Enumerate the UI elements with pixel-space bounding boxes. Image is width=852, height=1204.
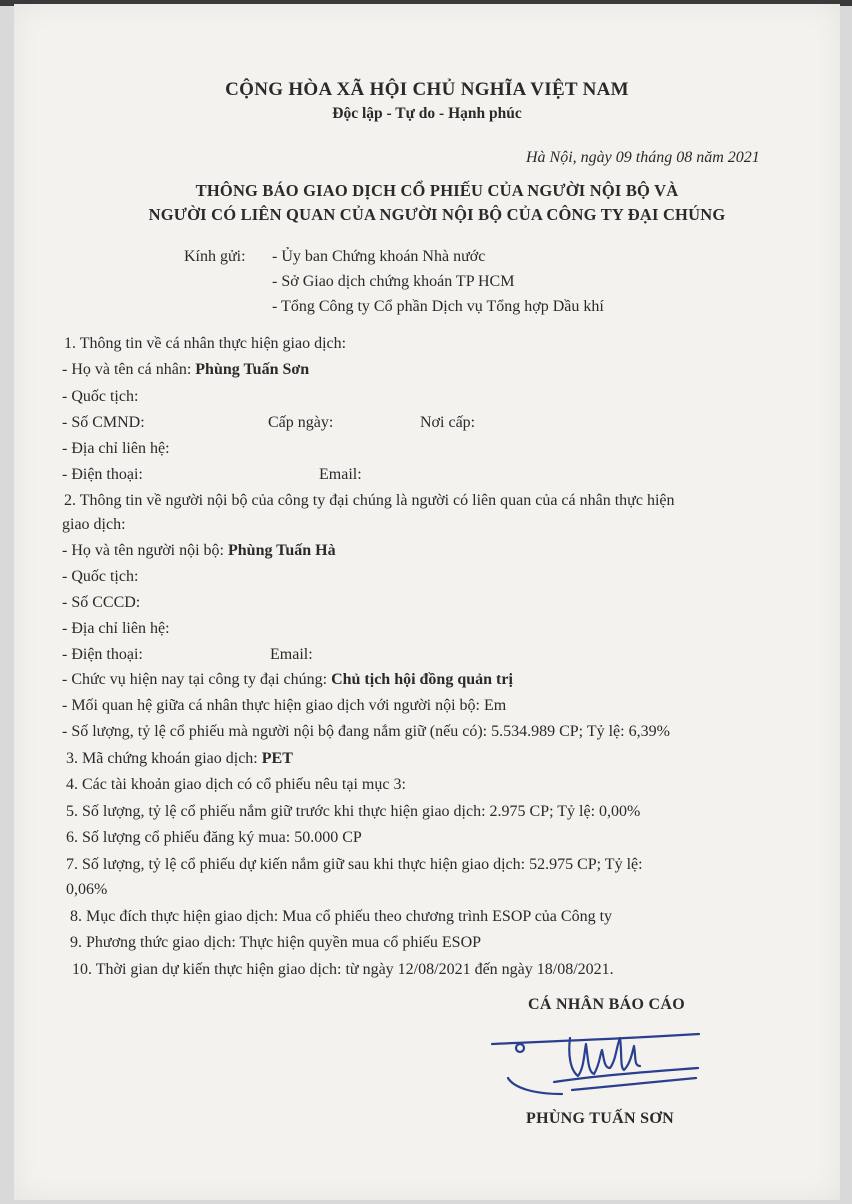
title-line-1: THÔNG BÁO GIAO DỊCH CỔ PHIẾU CỦA NGƯỜI NỘI BỘ VÀ bbox=[195, 181, 679, 200]
section2-name-label: - Họ và tên người nội bộ: bbox=[62, 542, 228, 559]
recipient-2: - Sở Giao dịch chứng khoán TP HCM bbox=[272, 273, 515, 290]
place-date: Hà Nội, ngày 09 tháng 08 năm 2021 bbox=[526, 149, 760, 166]
recipient-1: - Ủy ban Chứng khoán Nhà nước bbox=[272, 248, 486, 265]
section1-name-row bbox=[62, 360, 309, 380]
section1-name-label: - Họ và tên cá nhân: bbox=[62, 361, 196, 378]
section2-position-label: - Chức vụ hiện nay tại công ty đại chúng: bbox=[62, 671, 332, 688]
item-7-line-1: 7. Số lượng, tỷ lệ cổ phiếu dự kiến nắm giữ sau khi thực hiện giao dịch: 52.975 CP; Tỷ lệ: bbox=[66, 856, 643, 873]
handwritten-signature bbox=[474, 1024, 734, 1104]
signature-title: CÁ NHÂN BÁO CÁO bbox=[528, 996, 685, 1013]
section2-name-value: Phùng Tuấn Hà bbox=[228, 542, 336, 559]
item-7-line-2: 0,06% bbox=[66, 881, 108, 898]
section2-relationship: - Mối quan hệ giữa cá nhân thực hiện giao dịch với người nội bộ: Em bbox=[62, 697, 507, 714]
recipient-3: - Tổng Công ty Cổ phần Dịch vụ Tổng hợp Dầu khí bbox=[272, 298, 604, 315]
motto: Độc lập - Tự do - Hạnh phúc bbox=[332, 105, 522, 122]
section1-address: - Địa chỉ liên hệ: bbox=[62, 440, 170, 457]
item-3-label: 3. Mã chứng khoán giao dịch: bbox=[66, 750, 262, 767]
item-3-value: PET bbox=[261, 750, 293, 767]
section1-name-value: Phùng Tuấn Sơn bbox=[195, 361, 310, 378]
section2-position-value: Chủ tịch hội đồng quản trị bbox=[331, 671, 513, 688]
country-heading: CỘNG HÒA XÃ HỘI CHỦ NGHĨA VIỆT NAM bbox=[225, 79, 629, 100]
signer-name: PHÙNG TUẤN SƠN bbox=[526, 1110, 674, 1127]
section2-phone: - Điện thoại: bbox=[62, 646, 143, 663]
section1-id-label: - Số CMND: bbox=[62, 414, 145, 431]
recipients-label: Kính gửi: bbox=[184, 248, 246, 265]
item-8: 8. Mục đích thực hiện giao dịch: Mua cổ phiếu theo chương trình ESOP của Công ty bbox=[70, 908, 613, 925]
item-4: 4. Các tài khoản giao dịch có cổ phiếu nêu tại mục 3: bbox=[66, 776, 406, 793]
section2-id-label: - Số CCCD: bbox=[62, 594, 141, 611]
item-5: 5. Số lượng, tỷ lệ cổ phiếu nắm giữ trước khi thực hiện giao dịch: 2.975 CP; Tỷ lệ: 0,00% bbox=[66, 803, 641, 820]
section1-issue-place: Nơi cấp: bbox=[420, 414, 476, 431]
item-6: 6. Số lượng cổ phiếu đăng ký mua: 50.000 CP bbox=[66, 829, 362, 846]
section1-phone: - Điện thoại: bbox=[62, 466, 143, 483]
section1-issue-date: Cấp ngày: bbox=[268, 414, 334, 431]
item-3-row bbox=[66, 749, 293, 769]
section2-heading-1: 2. Thông tin về người nội bộ của công ty đại chúng là người có liên quan của cá nhân thực hiện bbox=[64, 492, 675, 509]
section2-email: Email: bbox=[270, 646, 313, 663]
section2-nationality: - Quốc tịch: bbox=[62, 568, 139, 585]
item-9: 9. Phương thức giao dịch: Thực hiện quyền mua cổ phiếu ESOP bbox=[70, 934, 482, 951]
section2-address: - Địa chỉ liên hệ: bbox=[62, 620, 170, 637]
item-10: 10. Thời gian dự kiến thực hiện giao dịch: từ ngày 12/08/2021 đến ngày 18/08/2021. bbox=[72, 961, 614, 978]
section2-heading-2: giao dịch: bbox=[62, 516, 126, 533]
section2-name-row bbox=[62, 541, 336, 561]
document-page bbox=[14, 4, 840, 1200]
section1-email: Email: bbox=[319, 466, 362, 483]
section2-position-row bbox=[62, 670, 513, 690]
section1-nationality: - Quốc tịch: bbox=[62, 388, 139, 405]
section1-heading: 1. Thông tin về cá nhân thực hiện giao dịch: bbox=[64, 335, 347, 352]
section2-holding: - Số lượng, tỷ lệ cổ phiếu mà người nội bộ đang nắm giữ (nếu có): 5.534.989 CP; Tỷ lệ: 6,39% bbox=[62, 723, 670, 740]
title-line-2: NGƯỜI CÓ LIÊN QUAN CỦA NGƯỜI NỘI BỘ CỦA CÔNG TY ĐẠI CHÚNG bbox=[148, 205, 726, 224]
